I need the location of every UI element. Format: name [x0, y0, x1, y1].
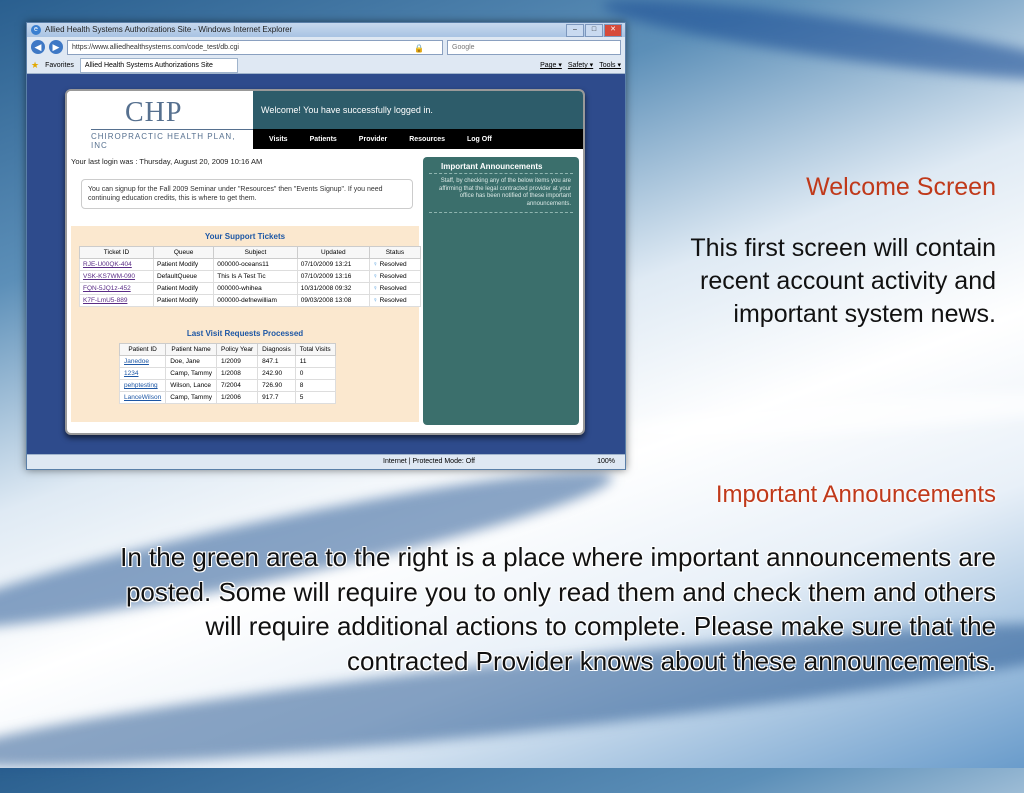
table-cell: 847.1 — [258, 356, 296, 368]
patient-link[interactable]: 1234 — [120, 368, 166, 380]
table-cell: 10/31/2008 09:32 — [297, 283, 369, 295]
table-row — [80, 259, 421, 271]
table-cell: 7/2004 — [217, 380, 258, 392]
table-cell: 5 — [295, 392, 335, 404]
slide-paragraph-announcements: In the green area to the right is a place where important announcements are posted. Some will require you to only read them and check them and others will require additional actions to complete. Please make sure that the contracted Provider knows about these announcements. — [120, 542, 996, 676]
column-header: Policy Year — [217, 344, 258, 356]
table-cell: 917.7 — [258, 392, 296, 404]
table-cell: Patient Modify — [153, 295, 213, 307]
site-menu — [253, 129, 583, 149]
visits-table — [119, 343, 336, 404]
page-menu[interactable]: Page ▾ — [540, 62, 562, 69]
status-text: Resolved — [379, 297, 407, 304]
status-bar — [27, 454, 625, 469]
slide-heading-announcements: Important Announcements — [715, 481, 996, 508]
announcements-text: Staff, by checking any of the below items you are affirming that the legal contracted provider at your office has been notified of these important announcements. — [439, 178, 571, 207]
table-cell: 726.90 — [258, 380, 296, 392]
table-cell — [369, 259, 420, 271]
column-header: Updated — [297, 247, 369, 259]
table-cell: 1/2009 — [217, 356, 258, 368]
window-title: Allied Health Systems Authorizations Site - Windows Internet Explorer — [45, 25, 293, 34]
table-cell: Patient Modify — [153, 259, 213, 271]
table-cell: Camp, Tammy — [166, 368, 217, 380]
background-streak — [620, 383, 1024, 448]
browser-titlebar — [27, 23, 625, 37]
browser-window — [26, 22, 626, 470]
announcements-title: Important Announcements — [441, 162, 543, 171]
tickets-title: Your Support Tickets — [204, 232, 286, 241]
address-row — [27, 37, 625, 57]
logo-subtitle: CHIROPRACTIC HEALTH PLAN, INC — [91, 129, 253, 150]
column-header: Subject — [214, 247, 297, 259]
zoom-level[interactable]: 100% — [597, 458, 615, 465]
patient-link[interactable]: pehptesting — [120, 380, 166, 392]
table-cell: 07/10/2009 13:16 — [297, 271, 369, 283]
slide-heading-welcome: Welcome Screen — [806, 173, 996, 201]
maximize-button[interactable]: □ — [585, 24, 603, 37]
search-input[interactable]: Google — [447, 40, 621, 55]
table-cell: 242.90 — [258, 368, 296, 380]
tickets-table — [79, 246, 421, 307]
table-cell: Patient Modify — [153, 283, 213, 295]
table-cell: 11 — [295, 356, 335, 368]
security-zone: Internet | Protected Mode: Off — [383, 458, 475, 465]
column-header: Ticket ID — [80, 247, 154, 259]
divider — [429, 173, 573, 174]
page-content — [27, 74, 625, 458]
slide-paragraph-welcome: This first screen will contain recent account activity and important system news. — [690, 234, 996, 328]
table-cell: 1/2006 — [217, 392, 258, 404]
url-text: https://www.alliedhealthsystems.com/code_test/db.cgi — [72, 43, 239, 51]
support-panel — [71, 226, 419, 422]
table-cell — [369, 295, 420, 307]
status-icon: ♀ — [372, 273, 378, 280]
table-cell: 09/03/2008 13:08 — [297, 295, 369, 307]
ticket-link[interactable]: VSK-KS7WM-090 — [80, 271, 154, 283]
minimize-button[interactable]: – — [566, 24, 584, 37]
divider — [429, 212, 573, 213]
menu-resources[interactable]: Resources — [409, 135, 445, 143]
visits-title: Last Visit Requests Processed — [186, 329, 304, 338]
table-row — [120, 392, 336, 404]
favorites-button[interactable]: Favorites — [45, 61, 74, 69]
column-header: Patient Name — [166, 344, 217, 356]
table-row — [80, 295, 421, 307]
column-header: Queue — [153, 247, 213, 259]
site-card — [65, 89, 585, 435]
table-cell: This Is A Test Tic — [214, 271, 297, 283]
table-cell: 07/10/2009 13:21 — [297, 259, 369, 271]
menu-patients[interactable]: Patients — [309, 135, 337, 143]
table-row — [80, 283, 421, 295]
background-streak — [600, 0, 1024, 95]
forward-icon[interactable]: ▶ — [49, 40, 63, 54]
ticket-link[interactable]: K7F-LmU5-889 — [80, 295, 154, 307]
logo-chp: CHP — [125, 97, 183, 128]
table-cell: Wilson, Lance — [166, 380, 217, 392]
status-text: Resolved — [379, 261, 407, 268]
tools-menu[interactable]: Tools ▾ — [599, 62, 621, 69]
patient-link[interactable]: LanceWilson — [120, 392, 166, 404]
seminar-notice: You can signup for the Fall 2009 Seminar under "Resources" then "Events Signup". If you need continuing education credits, this is where to get them. — [81, 179, 413, 209]
welcome-message: Welcome! You have successfully logged in. — [253, 91, 583, 129]
status-icon: ♀ — [372, 285, 378, 292]
menu-logoff[interactable]: Log Off — [467, 135, 492, 143]
favorites-bar — [27, 57, 625, 74]
table-cell: DefaultQueue — [153, 271, 213, 283]
table-cell: Doe, Jane — [166, 356, 217, 368]
table-cell: 000000-oceans11 — [214, 259, 297, 271]
menu-visits[interactable]: Visits — [269, 135, 288, 143]
status-icon: ♀ — [372, 297, 378, 304]
table-row — [80, 271, 421, 283]
table-row — [120, 368, 336, 380]
column-header: Patient ID — [120, 344, 166, 356]
table-cell: 000000-whihea — [214, 283, 297, 295]
close-button[interactable]: ✕ — [604, 24, 622, 37]
table-cell: 0 — [295, 368, 335, 380]
menu-provider[interactable]: Provider — [358, 135, 388, 143]
table-cell — [369, 283, 420, 295]
back-icon[interactable]: ◀ — [31, 40, 45, 54]
safety-menu[interactable]: Safety ▾ — [567, 62, 594, 69]
last-login: Your last login was : Thursday, August 20, 2009 10:16 AM — [71, 157, 263, 166]
table-row — [120, 380, 336, 392]
column-header: Diagnosis — [258, 344, 296, 356]
site-logo — [67, 91, 253, 151]
status-text: Resolved — [379, 285, 407, 292]
announcements-panel — [423, 157, 579, 425]
table-cell — [369, 271, 420, 283]
address-bar[interactable] — [67, 40, 443, 55]
ticket-link[interactable]: FQN-5JQ1z-452 — [80, 283, 154, 295]
column-header: Total Visits — [295, 344, 335, 356]
browser-tab[interactable]: Allied Health Systems Authorizations Site — [80, 58, 238, 73]
ticket-link[interactable]: RJE-U00QK-404 — [80, 259, 154, 271]
table-row — [120, 356, 336, 368]
table-cell: 8 — [295, 380, 335, 392]
status-icon: ♀ — [372, 261, 378, 268]
ie-logo-icon: e — [31, 25, 41, 35]
favorites-star-icon[interactable]: ★ — [31, 59, 40, 70]
table-cell: 1/2008 — [217, 368, 258, 380]
lock-icon[interactable]: 🔒 — [414, 43, 424, 53]
patient-link[interactable]: Janedoe — [120, 356, 166, 368]
status-text: Resolved — [379, 273, 407, 280]
table-cell: Camp, Tammy — [166, 392, 217, 404]
table-cell: 000000-defnewilliam — [214, 295, 297, 307]
column-header: Status — [369, 247, 420, 259]
